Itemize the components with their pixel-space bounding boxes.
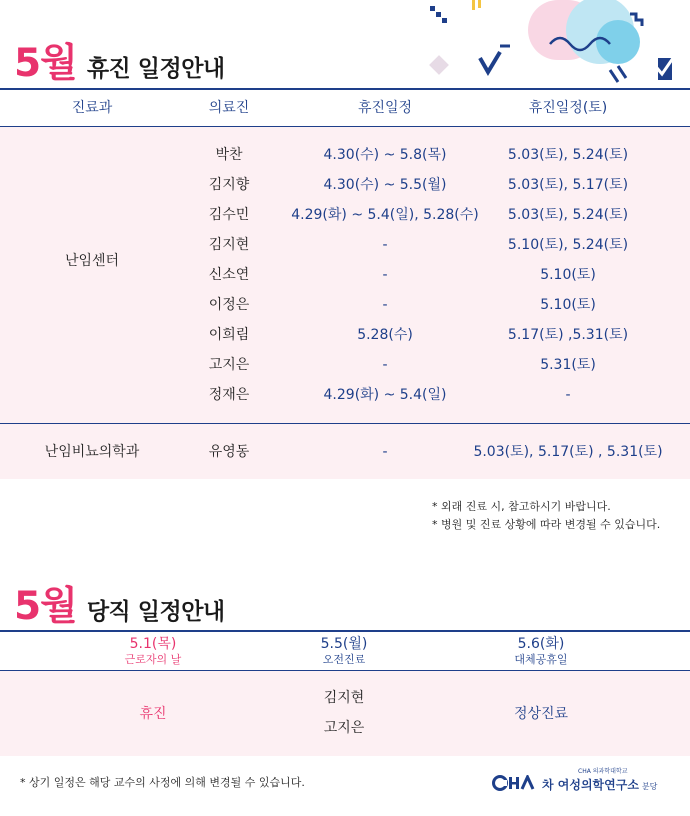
vacation-dates: 5.28(수) — [357, 327, 413, 343]
duty-day-1-date: 5.1(목) — [129, 636, 177, 652]
doctor-name: 박찬 — [215, 147, 243, 163]
doctor-name: 유영동 — [208, 444, 250, 460]
header-vacation-dates: 휴진일정 — [357, 100, 413, 116]
schedule-change-notice: * 상기 일정은 해당 교수의 사정에 의해 변경될 수 있습니다. — [20, 776, 305, 789]
vacation-dates: - — [382, 297, 388, 313]
saturday-dates: - — [565, 387, 571, 403]
saturday-dates: 5.10(토), 5.24(토) — [507, 237, 629, 253]
duty-body-block — [0, 671, 690, 756]
duty-day-3-date: 5.6(화) — [517, 636, 565, 652]
doctor-name: 정재은 — [208, 387, 250, 403]
doctor-name: 신소연 — [208, 267, 250, 283]
duty-day-2-label: 오전진료 — [322, 653, 366, 666]
doctor-name: 김수민 — [208, 207, 250, 223]
cha-logo-text — [542, 767, 658, 793]
department-name: 난임비뇨의학과 — [44, 444, 140, 460]
duty-day-3 — [514, 635, 567, 667]
vacation-dates: 4.29(화) ~ 5.4(일), 5.28(수) — [291, 207, 479, 223]
doctor-name: 김지향 — [208, 177, 250, 193]
vacation-dates: - — [382, 267, 388, 283]
doctor-name: 김지현 — [208, 237, 250, 253]
cha-logo-university: CHA 의과학대학교 — [578, 767, 628, 775]
vacation-title-text: 휴진 일정안내 — [86, 56, 225, 82]
cha-logo-institute: 차 여성의학연구소 — [542, 777, 639, 792]
vacation-dates: 4.30(수) ~ 5.8(목) — [323, 147, 447, 163]
saturday-dates: 5.17(토) ,5.31(토) — [507, 327, 629, 343]
vacation-dates: - — [382, 237, 388, 253]
vacation-dates: 4.29(화) ~ 5.4(일) — [323, 387, 447, 403]
header-department: 진료과 — [71, 100, 113, 116]
cha-logo-branch: 분당 — [641, 781, 658, 791]
vacation-title-month: 5월 — [14, 41, 77, 86]
saturday-dates: 5.10(토) — [540, 297, 596, 313]
decorative-shapes — [400, 0, 690, 92]
note-changes: * 병원 및 진료 상황에 따라 변경될 수 있습니다. — [432, 518, 661, 531]
department-name: 난임센터 — [64, 253, 120, 269]
duty-day-1-label: 근로자의 날 — [124, 653, 182, 666]
duty-doctor: 고지은 — [323, 720, 365, 736]
vacation-title — [14, 32, 225, 88]
duty-day-3-status: 정상진료 — [513, 706, 569, 722]
duty-title — [14, 575, 225, 631]
doctor-name: 이정은 — [208, 297, 250, 313]
duty-title-month: 5월 — [14, 584, 77, 629]
saturday-dates: 5.03(토), 5.17(토) , 5.31(토) — [473, 444, 663, 460]
doctor-name: 이희림 — [208, 327, 250, 343]
cha-logo — [492, 767, 682, 796]
duty-day-3-label: 대체공휴일 — [514, 653, 568, 666]
saturday-dates: 5.03(토), 5.17(토) — [507, 177, 629, 193]
saturday-dates: 5.31(토) — [540, 357, 596, 373]
saturday-dates: 5.10(토) — [540, 267, 596, 283]
header-doctor: 의료진 — [208, 100, 250, 116]
note-reference: * 외래 진료 시, 참고하시기 바랍니다. — [432, 500, 611, 513]
duty-day-1-status: 휴진 — [139, 706, 167, 722]
vacation-dates: - — [382, 444, 388, 460]
vacation-table-header — [0, 90, 690, 126]
cha-logo-mark-icon — [492, 775, 536, 791]
duty-day-1 — [125, 635, 182, 667]
duty-day-2 — [321, 635, 368, 667]
vacation-dates: 4.30(수) ~ 5.5(월) — [323, 177, 447, 193]
saturday-dates: 5.03(토), 5.24(토) — [507, 147, 629, 163]
duty-day-2-date: 5.5(월) — [320, 636, 368, 652]
saturday-dates: 5.03(토), 5.24(토) — [507, 207, 629, 223]
doctor-name: 고지은 — [208, 357, 250, 373]
header-saturday-dates: 휴진일정(토) — [528, 100, 608, 116]
duty-title-text: 당직 일정안내 — [86, 599, 225, 625]
vacation-dates: - — [382, 357, 388, 373]
duty-doctor: 김지현 — [323, 690, 365, 706]
duty-table-header — [0, 632, 690, 670]
